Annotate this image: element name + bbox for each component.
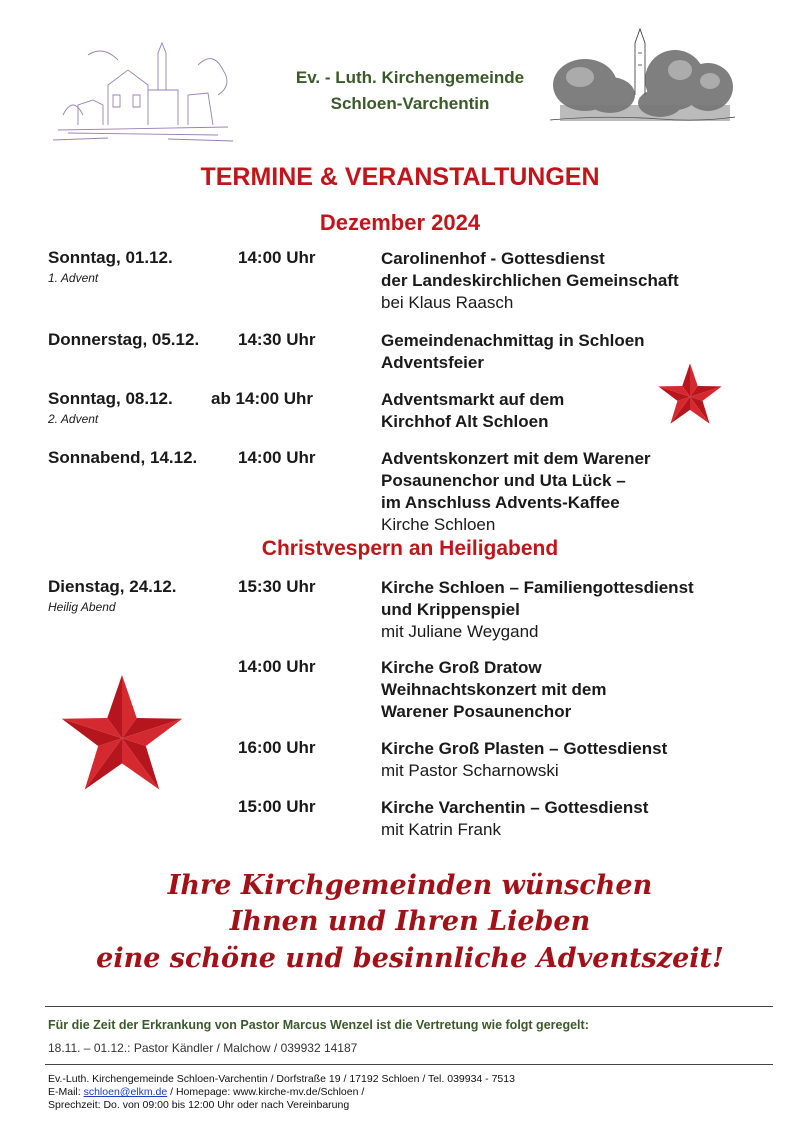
wish-line-2: Ihnen und Ihren Lieben (229, 906, 591, 937)
event-time: 15:00 Uhr (238, 797, 316, 816)
event-description-line: bei Klaus Raasch (381, 293, 514, 312)
divider (45, 1064, 773, 1065)
event-time: 14:30 Uhr (238, 330, 316, 349)
event-time: 14:00 Uhr (238, 657, 316, 676)
wish-line-1: Ihre Kirchgemeinden wünschen (167, 870, 653, 901)
event-date: Sonntag, 01.12. (48, 248, 173, 267)
event-description-line: mit Juliane Weygand (381, 622, 539, 641)
red-star-icon (56, 672, 188, 798)
church-sketch-illustration (48, 35, 240, 145)
event-description-line: mit Katrin Frank (381, 820, 501, 839)
homepage-text: / Homepage: www.kirche-mv.de/Schloen / (170, 1086, 365, 1098)
month-heading: Dezember 2024 (319, 210, 481, 235)
event-description-line: und Krippenspiel (381, 600, 520, 619)
footer-contact (48, 1086, 364, 1098)
event-date: Sonntag, 08.12. (48, 389, 173, 408)
event-time: 16:00 Uhr (238, 738, 316, 757)
event-time: 14:00 Uhr (238, 448, 316, 467)
event-occasion: 1. Advent (48, 271, 99, 285)
event-description-line: Weihnachtskonzert mit dem (381, 680, 607, 699)
event-description-line: Gemeindenachmittag in Schloen (381, 331, 645, 350)
parish-name-line1: Ev. - Luth. Kirchengemeinde (295, 68, 525, 87)
event-description-line: Kirche Groß Plasten – Gottesdienst (381, 739, 668, 758)
event-description-line: Posaunenchor und Uta Lück – (381, 471, 626, 490)
footer-address: Ev.-Luth. Kirchengemeinde Schloen-Varchentin / Dorfstraße 19 / 17192 Schloen / Tel. 039934 - 7513 (48, 1073, 515, 1085)
event-description-line: der Landeskirchlichen Gemeinschaft (381, 271, 679, 290)
event-occasion: Heilig Abend (48, 600, 116, 614)
christmas-heading: Christvespern an Heiligabend (261, 537, 559, 560)
event-description-line: Warener Posaunenchor (381, 702, 572, 721)
wish-line-3: eine schöne und besinnliche Adventszeit! (96, 943, 724, 974)
event-time: 15:30 Uhr (238, 577, 316, 596)
event-date: Sonnabend, 14.12. (48, 448, 198, 467)
event-description-line: Adventsmarkt auf dem (381, 390, 565, 409)
event-description-line: Carolinenhof - Gottesdienst (381, 249, 605, 268)
event-description-line: im Anschluss Advents-Kaffee (381, 493, 620, 512)
parish-name-line2: Schloen-Varchentin (330, 94, 490, 113)
event-description-line: mit Pastor Scharnowski (381, 761, 559, 780)
email-label: E-Mail: (48, 1086, 81, 1098)
email-link[interactable]: schloen@elkm.de (83, 1086, 168, 1098)
event-description-line: Kirche Groß Dratow (381, 658, 542, 677)
divider (45, 1006, 773, 1007)
event-description-line: Adventskonzert mit dem Warener (381, 449, 651, 468)
event-occasion: 2. Advent (48, 412, 99, 426)
event-description-line: Adventsfeier (381, 353, 484, 372)
event-description-line: Kirche Varchentin – Gottesdienst (381, 798, 649, 817)
event-date: Dienstag, 24.12. (48, 577, 177, 596)
red-star-icon (655, 362, 725, 428)
event-description-line: Kirchhof Alt Schloen (381, 412, 549, 431)
event-description-line: Kirche Schloen (381, 515, 496, 534)
event-time: ab 14:00 Uhr (211, 389, 314, 408)
event-description-line: Kirche Schloen – Familiengottesdienst (381, 578, 694, 597)
deputy-contact: 18.11. – 01.12.: Pastor Kändler / Malchow / 039932 14187 (48, 1041, 358, 1055)
event-date: Donnerstag, 05.12. (48, 330, 200, 349)
page-title: TERMINE & VERANSTALTUNGEN (200, 163, 600, 191)
footer-office-hours: Sprechzeit: Do. von 09:00 bis 12:00 Uhr oder nach Vereinbarung (48, 1099, 350, 1111)
event-time: 14:00 Uhr (238, 248, 316, 267)
illness-notice: Für die Zeit der Erkrankung von Pastor Marcus Wenzel ist die Vertretung wie folgt geregelt: (48, 1018, 589, 1032)
